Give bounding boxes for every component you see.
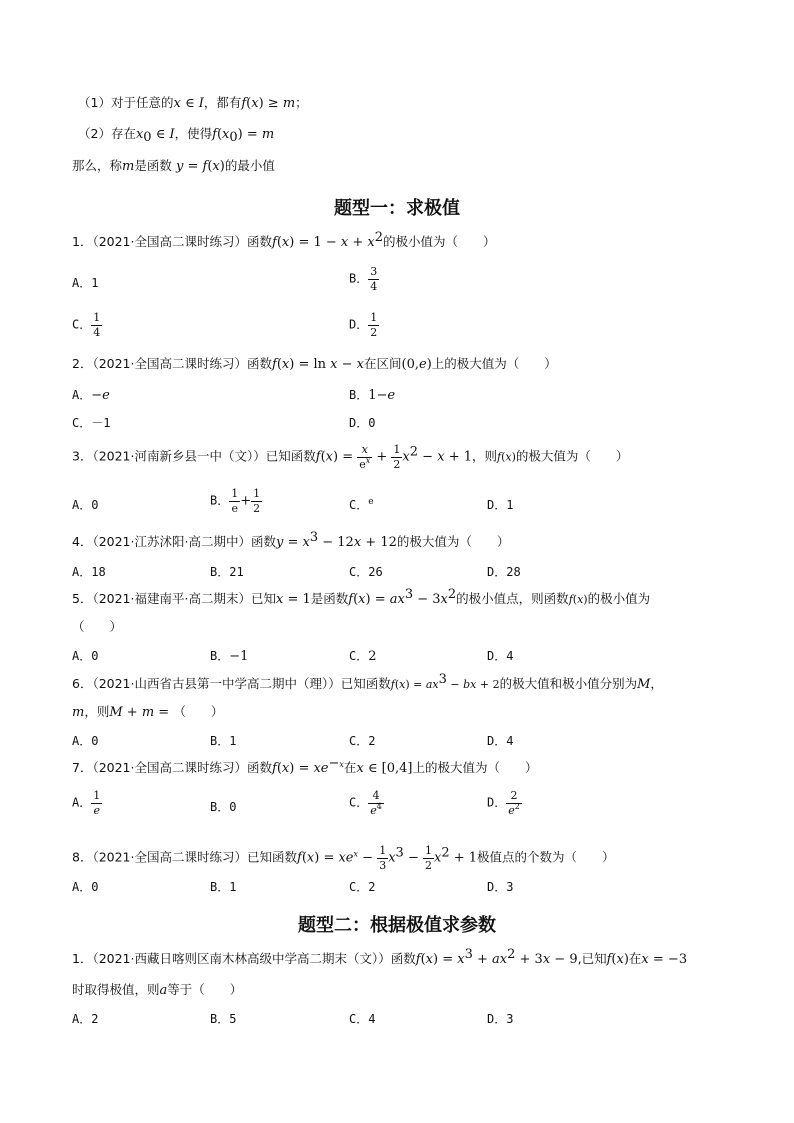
q1-option-b[interactable]: B． $\frac{3}{4}$ xyxy=(349,265,378,293)
q8-option-a[interactable]: A．0 xyxy=(72,880,99,894)
q2-option-a[interactable]: A．−e xyxy=(72,388,110,403)
q2-option-b[interactable]: B．1−e xyxy=(349,388,396,403)
q1-option-a[interactable]: A．1 xyxy=(72,276,99,290)
q1-option-d[interactable]: D． $\frac{1}{2}$ xyxy=(349,311,378,339)
condition-1: （1）对于任意的x ∈ I，都有f(x) ≥ m； xyxy=(78,95,308,111)
q1-option-c[interactable]: C． $\frac{1}{4}$ xyxy=(72,311,101,339)
q7-option-a[interactable]: A． $\frac{1}{e}$ xyxy=(72,789,101,817)
q6-option-d[interactable]: D．4 xyxy=(487,734,514,748)
question-3: 3．（2021·河南新乡县一中（文））已知函数f(x) = $\frac{x}{e^x}$ + $\frac{1}{2}$ $x^2 - x + 1$，则f(x)的极大值为（ ） xyxy=(72,443,629,471)
question-1: 1．（2021·全国高二课时练习）函数$f(x) = 1 - x + x^2$的极小值为（ ） xyxy=(72,230,496,250)
q5-option-c[interactable]: C．2 xyxy=(349,649,377,664)
q4-option-c[interactable]: C．26 xyxy=(349,565,383,579)
q8-option-c[interactable]: C．2 xyxy=(349,880,376,894)
q9-option-d[interactable]: D．3 xyxy=(487,1012,514,1026)
question-7: 7．（2021·全国高二课时练习）函数$f(x) = xe^{-x}$在x ∈ [0,4]上的极大值为（ ） xyxy=(72,756,538,776)
question-2: 2．（2021·全国高二课时练习）函数f(x) = ln x − x在区间(0,e)上的极大值为（ ） xyxy=(72,356,557,372)
condition-2: （2）存在$x_0$ ∈ I，使得$f(x_0) = m$ xyxy=(78,126,275,145)
q4-option-a[interactable]: A．18 xyxy=(72,565,106,579)
q5-option-d[interactable]: D．4 xyxy=(487,649,514,663)
q5-option-b[interactable]: B．−1 xyxy=(210,649,249,664)
q8-option-b[interactable]: B．1 xyxy=(210,880,237,894)
question-5-line2: （ ） xyxy=(72,619,123,634)
question-9: 1．（2021·西藏日喀则区南木林高级中学高二期末（文））函数$f(x) = x^3 + ax^2 + 3x - 9$,已知f(x)在x = −3 xyxy=(72,947,688,967)
q5-option-a[interactable]: A．0 xyxy=(72,649,99,663)
section-title-1: 题型一：求极值 xyxy=(334,198,460,219)
q2-option-d[interactable]: D．0 xyxy=(349,416,376,430)
q6-option-b[interactable]: B．1 xyxy=(210,734,237,748)
condition-2-label: （2）存在 xyxy=(78,126,136,141)
q3-option-c[interactable]: C．$^e$ xyxy=(349,497,374,512)
q3-option-a[interactable]: A．0 xyxy=(72,498,99,512)
q7-option-c[interactable]: C． $\frac{4}{e^4}$ xyxy=(349,789,382,817)
question-6-line2: m，则M + m = （ ） xyxy=(72,704,224,720)
q6-option-c[interactable]: C．2 xyxy=(349,734,376,748)
section-title-2: 题型二：根据极值求参数 xyxy=(298,915,496,936)
question-9-line2: 时取得极值，则a等于（ ） xyxy=(72,982,243,998)
q7-option-d[interactable]: D． $\frac{2}{e^2}$ xyxy=(487,789,520,817)
conclusion-line: 那么，称m是函数 y = f(x)的最小值 xyxy=(72,158,275,174)
condition-1-label: （1）对于任意的 xyxy=(78,95,174,110)
question-6: 6．（2021·山西省古县第一中学高二期中（理））已知函数$f(x) = ax^3$ − bx + 2的极大值和极小值分别为M， xyxy=(72,672,663,692)
q9-option-b[interactable]: B．5 xyxy=(210,1012,237,1026)
q8-option-d[interactable]: D．3 xyxy=(487,880,514,894)
q9-option-c[interactable]: C．4 xyxy=(349,1012,376,1026)
q2-option-c[interactable]: C．－1 xyxy=(72,416,111,430)
q6-option-a[interactable]: A．0 xyxy=(72,734,99,748)
question-8: 8．（2021·全国高二课时练习）已知函数$f(x) = xe^x$ − $\frac{1}{3}$ $x^3$ − $\frac{1}{2}$ $x^2 + 1$极值点的个数为（ ） xyxy=(72,844,615,872)
question-4: 4．（2021·江苏沭阳·高二期中）函数$y = x^3 - 12x + 12$的极大值为（ ） xyxy=(72,530,510,550)
q7-option-b[interactable]: B．0 xyxy=(210,800,237,814)
q9-option-a[interactable]: A．2 xyxy=(72,1012,99,1026)
q4-option-d[interactable]: D．28 xyxy=(487,565,521,579)
question-5: 5．（2021·福建南平·高二期末）已知x = 1是函数$f(x) = ax^3 - 3x^2$的极小值点，则函数f(x)的极小值为 xyxy=(72,587,651,607)
q4-option-b[interactable]: B．21 xyxy=(210,565,244,579)
q3-option-d[interactable]: D．1 xyxy=(487,498,514,512)
q3-option-b[interactable]: B． $\frac{1}{e}$ + $\frac{1}{2}$ xyxy=(210,487,261,515)
